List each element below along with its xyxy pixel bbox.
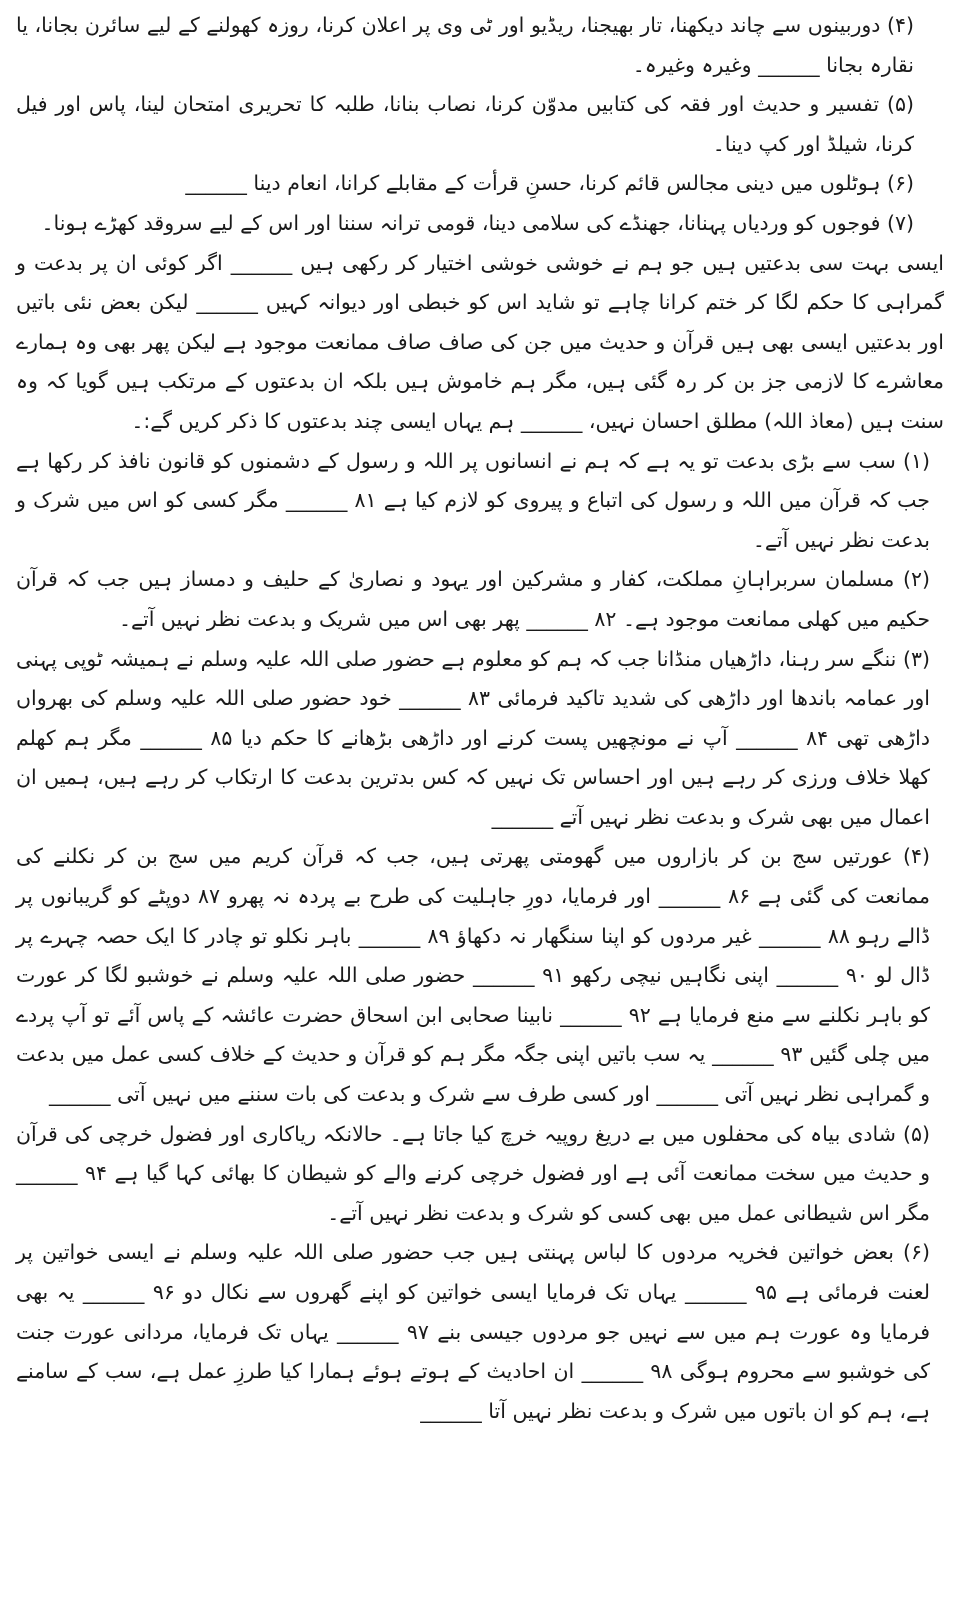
list-item-7-uniforms: (۷) فوجوں کو وردیاں پہنانا، جھنڈے کی سلامی دینا، قومی ترانہ سننا اور اس کے لیے سروقد کھڑے ہونا۔ [41,210,914,235]
list-item-5-books: (۵) تفسیر و حدیث اور فقہ کی کتابیں مدوّن کرنا، نصاب بنانا، طلبہ کا تحریری امتحان لینا، پاس اور فیل کرنا، شیلڈ اور کپ دینا۔ [16,92,914,156]
list-item-6-hotels: (۶) ہوٹلوں میں دینی مجالس قائم کرنا، حسنِ قرأت کے مقابلے کرانا، انعام دینا ______ [185,171,914,196]
list-item-4-women: (۴) عورتیں سج بن کر بازاروں میں گھومتی پھرتی ہیں، جب کہ قرآن کریم میں سج بن کر نکلنے کی ممانعت کی گئی ہے ۸۶ ______ اور فرمایا، دورِ جاہلیت کی طرح بے پردہ نہ پھرو ۸۷ دوپٹے کو گریبانوں پر ڈالے رہو ۸۸ ______ غیر مردوں کو اپنا سنگھار نہ دکھاؤ ۸۹ ______ باہر نکلو تو چادر کا ایک حصہ چہرے پر ڈال لو ۹۰ ______ اپنی نگاہیں نیچی رکھو ۹۱ ______ حضور صلی اللہ علیہ وسلم نے خوشبو لگا کر عورت کو باہر نکلنے سے منع فرمایا ہے ۹۲ ______ نابینا صحابی ابن اسحاق حضرت عائشہ کے پاس آئے تو آپ پردے میں چلی گئیں ۹۳ ______ یہ سب باتیں اپنی جگہ مگر ہم کو قرآن و حدیث کے خلاف کسی عمل میں بدعت و گمراہی نظر نہیں آتی ______ اور کسی طرف سے شرک و بدعت کی بات سننے میں نہیں آتی ______ [16,844,931,1107]
intro-paragraph: ایسی بہت سی بدعتیں ہیں جو ہم نے خوشی خوشی اختیار کر رکھی ہیں ______ اگر کوئی ان پر بدعت و گمراہی کا حکم لگا کر ختم کرانا چاہے تو شاید اس کو خبطی اور دیوانہ کہیں ______ لیکن بعض نئی باتیں اور بدعتیں ایسی بھی ہیں قرآن و حدیث میں جن کی صاف صاف ممانعت موجود ہے لیکن پھر بھی وہ ہمارے معاشرے کا لازمی جز بن کر رہ گئی ہیں، مگر ہم خاموش ہیں بلکہ ان بدعتوں کے مرتکب ہیں گویا کہ وہ سنت ہیں (معاذ اللہ) مطلق احسان نہیں، ______ ہم یہاں ایسی چند بدعتوں کا ذکر کریں گے:۔ [16,250,944,433]
list-item-5-weddings: (۵) شادی بیاہ کی محفلوں میں بے دریغ روپیہ خرچ کیا جاتا ہے۔ حالانکہ ریاکاری اور فضول خرچی کی قرآن و حدیث میں سخت ممانعت آئی ہے اور فضول خرچی کرنے والے کو شیطان کا بھائی کہا گیا ہے ۹۴ ______ مگر اس شیطانی عمل میں بھی کسی کو شرک و بدعت نظر نہیں آتے۔ [16,1121,930,1225]
list-item-6-dress: (۶) بعض خواتین فخریہ مردوں کا لباس پہنتی ہیں جب حضور صلی اللہ علیہ وسلم نے ایسی خواتین پر لعنت فرمائی ہے ۹۵ ______ یہاں تک فرمایا ایسی خواتین کو اپنے گھروں سے نکال دو ۹۶ ______ یہ بھی فرمایا وہ عورت ہم میں سے نہیں جو مردوں جیسی بنے ۹۷ ______ یہاں تک فرمایا، مردانی عورت جنت کی خوشبو سے محروم ہوگی ۹۸ ______ ان احادیث کے ہوتے ہوئے ہمارا کیا طرزِ عمل ہے، سب کے سامنے ہے، ہم کو ان باتوں میں شرک و بدعت نظر نہیں آتا ______ [16,1240,930,1423]
list-item-1-law: (۱) سب سے بڑی بدعت تو یہ ہے کہ ہم نے انسانوں پر اللہ و رسول کے دشمنوں کو قانون نافذ کر رکھا ہے جب کہ قرآن میں اللہ و رسول کی اتباع و پیروی کو لازم کیا ہے ۸۱ ______ مگر کسی کو اس میں شرک و بدعت نظر نہیں آتے۔ [16,448,930,552]
list-item-3-beard: (۳) ننگے سر رہنا، داڑھیاں منڈانا جب کہ ہم کو معلوم ہے حضور صلی اللہ علیہ وسلم نے ہمیشہ ٹوپی پہنی اور عمامہ باندھا اور داڑھی کی شدید تاکید فرمائی ۸۳ ______ خود حضور صلی اللہ علیہ وسلم کی بھرواں داڑھی تھی ۸۴ ______ آپ نے مونچھیں پست کرنے اور داڑھی بڑھانے کا حکم دیا ۸۵ ______ مگر ہم کھلم کھلا خلاف ورزی کر رہے ہیں اور احساس تک نہیں کہ کس بدترین بدعت کا ارتکاب کر رہے ہیں، ہمیں ان اعمال میں بھی شرک و بدعت نظر نہیں آتے ______ [16,646,930,829]
list-item-4-ramadan: (۴) دوربینوں سے چاند دیکھنا، تار بھیجنا، ریڈیو اور ٹی وی پر اعلان کرنا، روزہ کھولنے کے لیے سائرن بجانا، یا نقارہ بجانا ______ وغیرہ وغیرہ۔ [16,13,914,77]
list-item-2-rulers: (۲) مسلمان سربراہانِ مملکت، کفار و مشرکین اور یہود و نصاریٰ کے حلیف و دمساز ہیں جب کہ قرآن حکیم میں کھلی ممانعت موجود ہے۔ ۸۲ ______ پھر بھی اس میں شریک و بدعت نظر نہیں آتے۔ [16,567,930,631]
